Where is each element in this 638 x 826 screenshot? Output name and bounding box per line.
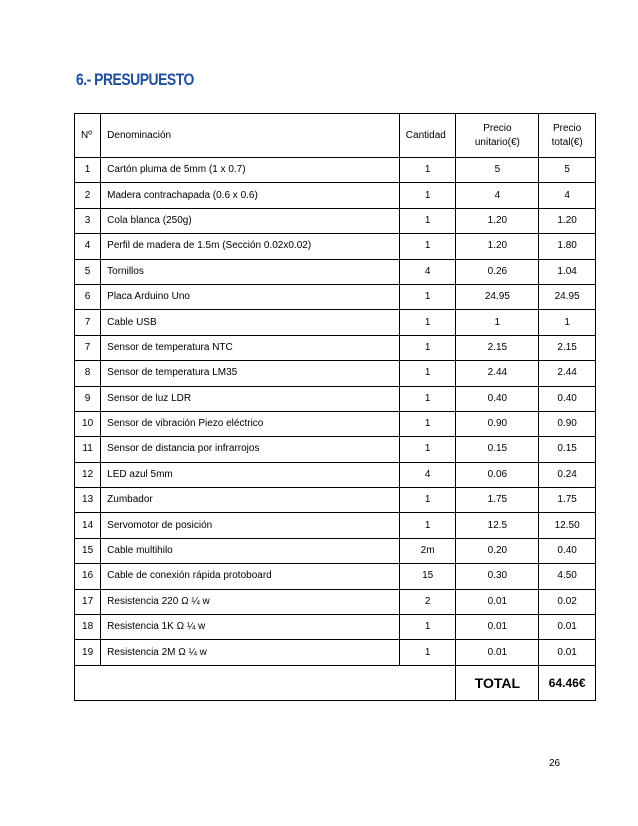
cell-denominacion: Tornillos (101, 259, 400, 284)
cell-precio-total: 0.01 (539, 640, 596, 665)
cell-denominacion: Sensor de vibración Piezo eléctrico (101, 411, 400, 436)
table-row (75, 462, 596, 487)
cell-precio-unitario: 0.30 (456, 564, 539, 589)
cell-cantidad: 2m (399, 538, 456, 563)
cell-number: 15 (75, 538, 101, 563)
cell-precio-total: 0.40 (539, 386, 596, 411)
table-row (75, 335, 596, 360)
table-row (75, 310, 596, 335)
header-number: Nº (75, 114, 101, 158)
cell-precio-total: 12.50 (539, 513, 596, 538)
cell-number: 6 (75, 284, 101, 309)
cell-cantidad: 2 (399, 589, 456, 614)
cell-number: 4 (75, 234, 101, 259)
cell-precio-total: 1.04 (539, 259, 596, 284)
section-title: 6.- PRESUPUESTO (76, 70, 194, 89)
cell-precio-unitario: 1 (456, 310, 539, 335)
table-row (75, 208, 596, 233)
table-row (75, 158, 596, 183)
header-precio-total-line2: total(€) (551, 136, 583, 148)
page-number: 26 (549, 758, 561, 769)
cell-precio-unitario: 0.15 (456, 437, 539, 462)
cell-cantidad: 1 (399, 488, 456, 513)
cell-precio-unitario: 0.06 (456, 462, 539, 487)
cell-precio-unitario: 0.40 (456, 386, 539, 411)
cell-number: 7 (75, 335, 101, 360)
cell-number: 3 (75, 208, 101, 233)
cell-precio-total: 1.20 (539, 208, 596, 233)
cell-precio-unitario: 0.26 (456, 259, 539, 284)
header-precio-total (539, 114, 596, 158)
table-row (75, 234, 596, 259)
cell-denominacion: Sensor de distancia por infrarrojos (101, 437, 400, 462)
cell-number: 17 (75, 589, 101, 614)
cell-cantidad: 1 (399, 284, 456, 309)
cell-denominacion: Cola blanca (250g) (101, 208, 400, 233)
cell-cantidad: 1 (399, 437, 456, 462)
table-row (75, 361, 596, 386)
cell-denominacion: Sensor de temperatura NTC (101, 335, 400, 360)
table-body (75, 158, 596, 666)
cell-precio-unitario: 0.20 (456, 538, 539, 563)
cell-cantidad: 1 (399, 386, 456, 411)
cell-precio-total: 0.02 (539, 589, 596, 614)
cell-denominacion: Cable multihilo (101, 538, 400, 563)
cell-precio-unitario: 24.95 (456, 284, 539, 309)
header-denominacion: Denominación (101, 114, 400, 158)
cell-denominacion: Sensor de luz LDR (101, 386, 400, 411)
cell-denominacion: Perfil de madera de 1.5m (Sección 0.02x0.02) (101, 234, 400, 259)
table-row (75, 640, 596, 665)
header-precio-unitario-line2: unitario(€) (474, 136, 520, 148)
cell-cantidad: 1 (399, 640, 456, 665)
cell-cantidad: 1 (399, 234, 456, 259)
header-cantidad: Cantidad (399, 114, 456, 158)
cell-precio-total: 2.15 (539, 335, 596, 360)
table-row (75, 538, 596, 563)
cell-denominacion: Resistencia 2M Ω ¼ w (101, 640, 400, 665)
cell-precio-total: 5 (539, 158, 596, 183)
cell-denominacion: Resistencia 220 Ω ¼ w (101, 589, 400, 614)
cell-number: 11 (75, 437, 101, 462)
cell-denominacion: Sensor de temperatura LM35 (101, 361, 400, 386)
cell-precio-unitario: 1.20 (456, 234, 539, 259)
cell-denominacion: Zumbador (101, 488, 400, 513)
cell-denominacion: LED azul 5mm (101, 462, 400, 487)
cell-denominacion: Servomotor de posición (101, 513, 400, 538)
table-row (75, 411, 596, 436)
cell-precio-unitario: 12.5 (456, 513, 539, 538)
cell-precio-total: 1.80 (539, 234, 596, 259)
cell-number: 12 (75, 462, 101, 487)
cell-cantidad: 4 (399, 462, 456, 487)
table-row (75, 259, 596, 284)
cell-cantidad: 1 (399, 335, 456, 360)
cell-precio-unitario: 5 (456, 158, 539, 183)
cell-precio-total: 24.95 (539, 284, 596, 309)
cell-cantidad: 1 (399, 411, 456, 436)
cell-number: 19 (75, 640, 101, 665)
cell-number: 14 (75, 513, 101, 538)
cell-precio-unitario: 2.15 (456, 335, 539, 360)
cell-denominacion: Madera contrachapada (0.6 x 0.6) (101, 183, 400, 208)
cell-cantidad: 1 (399, 513, 456, 538)
cell-precio-unitario: 0.01 (456, 615, 539, 640)
cell-number: 18 (75, 615, 101, 640)
cell-precio-unitario: 1.20 (456, 208, 539, 233)
total-label: TOTAL (456, 665, 539, 700)
table-row (75, 564, 596, 589)
cell-precio-total: 4 (539, 183, 596, 208)
cell-denominacion: Resistencia 1K Ω ¼ w (101, 615, 400, 640)
cell-precio-unitario: 0.90 (456, 411, 539, 436)
cell-precio-total: 0.01 (539, 615, 596, 640)
cell-precio-total: 1 (539, 310, 596, 335)
cell-denominacion: Cartón pluma de 5mm (1 x 0.7) (101, 158, 400, 183)
cell-precio-total: 4.50 (539, 564, 596, 589)
cell-precio-total: 0.40 (539, 538, 596, 563)
table-row (75, 386, 596, 411)
cell-number: 16 (75, 564, 101, 589)
table-row (75, 513, 596, 538)
cell-precio-total: 0.24 (539, 462, 596, 487)
table-row (75, 488, 596, 513)
cell-cantidad: 1 (399, 158, 456, 183)
cell-cantidad: 15 (399, 564, 456, 589)
table-row (75, 284, 596, 309)
cell-number: 13 (75, 488, 101, 513)
total-value: 64.46€ (539, 665, 596, 700)
cell-cantidad: 1 (399, 310, 456, 335)
cell-denominacion: Cable de conexión rápida protoboard (101, 564, 400, 589)
cell-precio-total: 0.15 (539, 437, 596, 462)
cell-precio-unitario: 1.75 (456, 488, 539, 513)
header-precio-total-line1: Precio (552, 122, 582, 134)
header-precio-unitario (456, 114, 539, 158)
cell-cantidad: 1 (399, 615, 456, 640)
cell-precio-unitario: 0.01 (456, 640, 539, 665)
cell-precio-unitario: 4 (456, 183, 539, 208)
cell-denominacion: Placa Arduino Uno (101, 284, 400, 309)
cell-precio-unitario: 2.44 (456, 361, 539, 386)
cell-cantidad: 4 (399, 259, 456, 284)
table-row (75, 437, 596, 462)
budget-table (74, 113, 596, 701)
cell-denominacion: Cable USB (101, 310, 400, 335)
table-row (75, 615, 596, 640)
cell-cantidad: 1 (399, 183, 456, 208)
cell-number: 8 (75, 361, 101, 386)
cell-cantidad: 1 (399, 208, 456, 233)
cell-number: 1 (75, 158, 101, 183)
cell-precio-unitario: 0.01 (456, 589, 539, 614)
cell-precio-total: 0.90 (539, 411, 596, 436)
cell-number: 2 (75, 183, 101, 208)
cell-precio-total: 1.75 (539, 488, 596, 513)
cell-number: 9 (75, 386, 101, 411)
cell-number: 10 (75, 411, 101, 436)
total-empty-cell (75, 665, 456, 700)
cell-number: 5 (75, 259, 101, 284)
cell-number: 7 (75, 310, 101, 335)
header-precio-unitario-line1: Precio (483, 122, 512, 134)
cell-precio-total: 2.44 (539, 361, 596, 386)
cell-cantidad: 1 (399, 361, 456, 386)
total-row (75, 665, 596, 700)
table-header-row (75, 114, 596, 158)
table-row (75, 589, 596, 614)
table-row (75, 183, 596, 208)
